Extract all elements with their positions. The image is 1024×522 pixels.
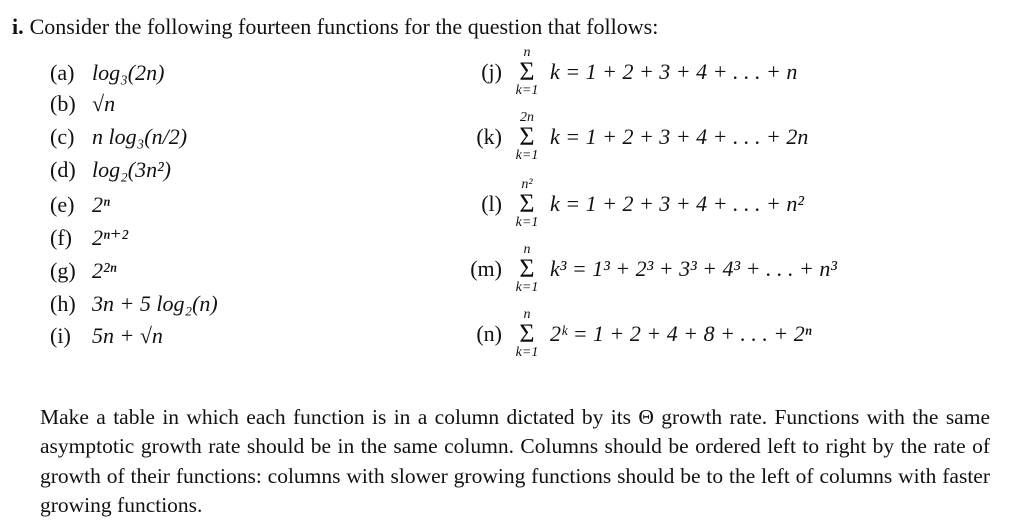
function-item-i	[50, 323, 163, 349]
summation-lower-limit: k=1	[515, 345, 539, 360]
function-item-g	[50, 258, 117, 284]
function-letter: (n)	[476, 321, 502, 346]
function-letter: (a)	[50, 60, 75, 85]
function-item-b	[50, 91, 115, 117]
function-expression: 2²ⁿ	[92, 258, 117, 283]
sigma-icon: Σ	[519, 189, 535, 218]
function-letter: (k)	[476, 124, 502, 149]
function-item-j	[458, 46, 797, 98]
function-letter: (d)	[50, 157, 76, 182]
question-heading	[12, 14, 658, 40]
summation-body: k = 1 + 2 + 3 + 4 + . . . + 2n	[550, 124, 809, 149]
summation-symbol	[508, 111, 546, 163]
function-expression: 2ⁿ⁺²	[92, 225, 129, 250]
function-item-c	[50, 124, 187, 150]
function-expression: n log₃(n/2)	[92, 124, 188, 149]
question-label: i.	[12, 14, 24, 39]
function-letter: (j)	[481, 59, 502, 84]
function-item-f	[50, 225, 128, 251]
function-expression: 3n + 5 log₂(n)	[92, 291, 218, 316]
function-expression: √n	[92, 91, 116, 116]
summation-symbol	[508, 243, 546, 295]
function-expression: 2ⁿ	[92, 192, 110, 217]
summation-body: k = 1 + 2 + 3 + 4 + . . . + n²	[550, 191, 804, 216]
function-item-d	[50, 157, 171, 183]
function-letter: (c)	[50, 124, 75, 149]
function-letter: (b)	[50, 91, 76, 116]
function-item-l	[458, 178, 804, 230]
function-letter: (m)	[470, 256, 502, 281]
function-item-h	[50, 291, 218, 317]
summation-symbol	[508, 178, 546, 230]
summation-upper-limit: n	[523, 45, 531, 60]
function-letter: (l)	[481, 191, 502, 216]
function-item-e	[50, 192, 110, 218]
function-letter: (e)	[50, 192, 75, 217]
question-prompt: Consider the following fourteen functions for the question that follows:	[29, 14, 659, 39]
function-item-a	[50, 60, 164, 86]
sigma-icon: Σ	[519, 122, 535, 151]
summation-lower-limit: k=1	[515, 280, 539, 295]
sigma-icon: Σ	[519, 254, 535, 283]
function-expression: 5n + √n	[92, 323, 163, 348]
function-letter: (g)	[50, 258, 76, 283]
summation-body: k³ = 1³ + 2³ + 3³ + 4³ + . . . + n³	[550, 256, 837, 281]
instructions-paragraph: Make a table in which each function is in a column dictated by its Θ growth rate. Functions with the same asymptotic growth rate should be in the same column. Columns should be ordered left to right by the rate of growth of their functions: columns with slower growing functions should be to the left of columns with faster growing functions.	[40, 404, 990, 517]
summation-upper-limit: 2n	[520, 110, 534, 125]
sigma-icon: Σ	[519, 319, 535, 348]
function-item-m	[450, 243, 837, 295]
function-item-k	[458, 111, 808, 163]
function-expression: log₂(3n²)	[92, 157, 172, 182]
sigma-icon: Σ	[519, 57, 535, 86]
summation-body: k = 1 + 2 + 3 + 4 + . . . + n	[550, 59, 798, 84]
summation-symbol	[508, 308, 546, 360]
function-expression: log₃(2n)	[92, 60, 165, 85]
summation-upper-limit: n²	[521, 177, 533, 192]
summation-body: 2ᵏ = 1 + 2 + 4 + 8 + . . . + 2ⁿ	[550, 321, 812, 346]
function-letter: (h)	[50, 291, 76, 316]
summation-symbol	[508, 46, 546, 98]
function-item-n	[454, 308, 812, 360]
function-letter: (f)	[50, 225, 72, 250]
summation-lower-limit: k=1	[515, 83, 539, 98]
summation-upper-limit: n	[523, 307, 531, 322]
function-letter: (i)	[50, 323, 71, 348]
summation-lower-limit: k=1	[515, 215, 539, 230]
summation-lower-limit: k=1	[515, 148, 539, 163]
summation-upper-limit: n	[523, 242, 531, 257]
